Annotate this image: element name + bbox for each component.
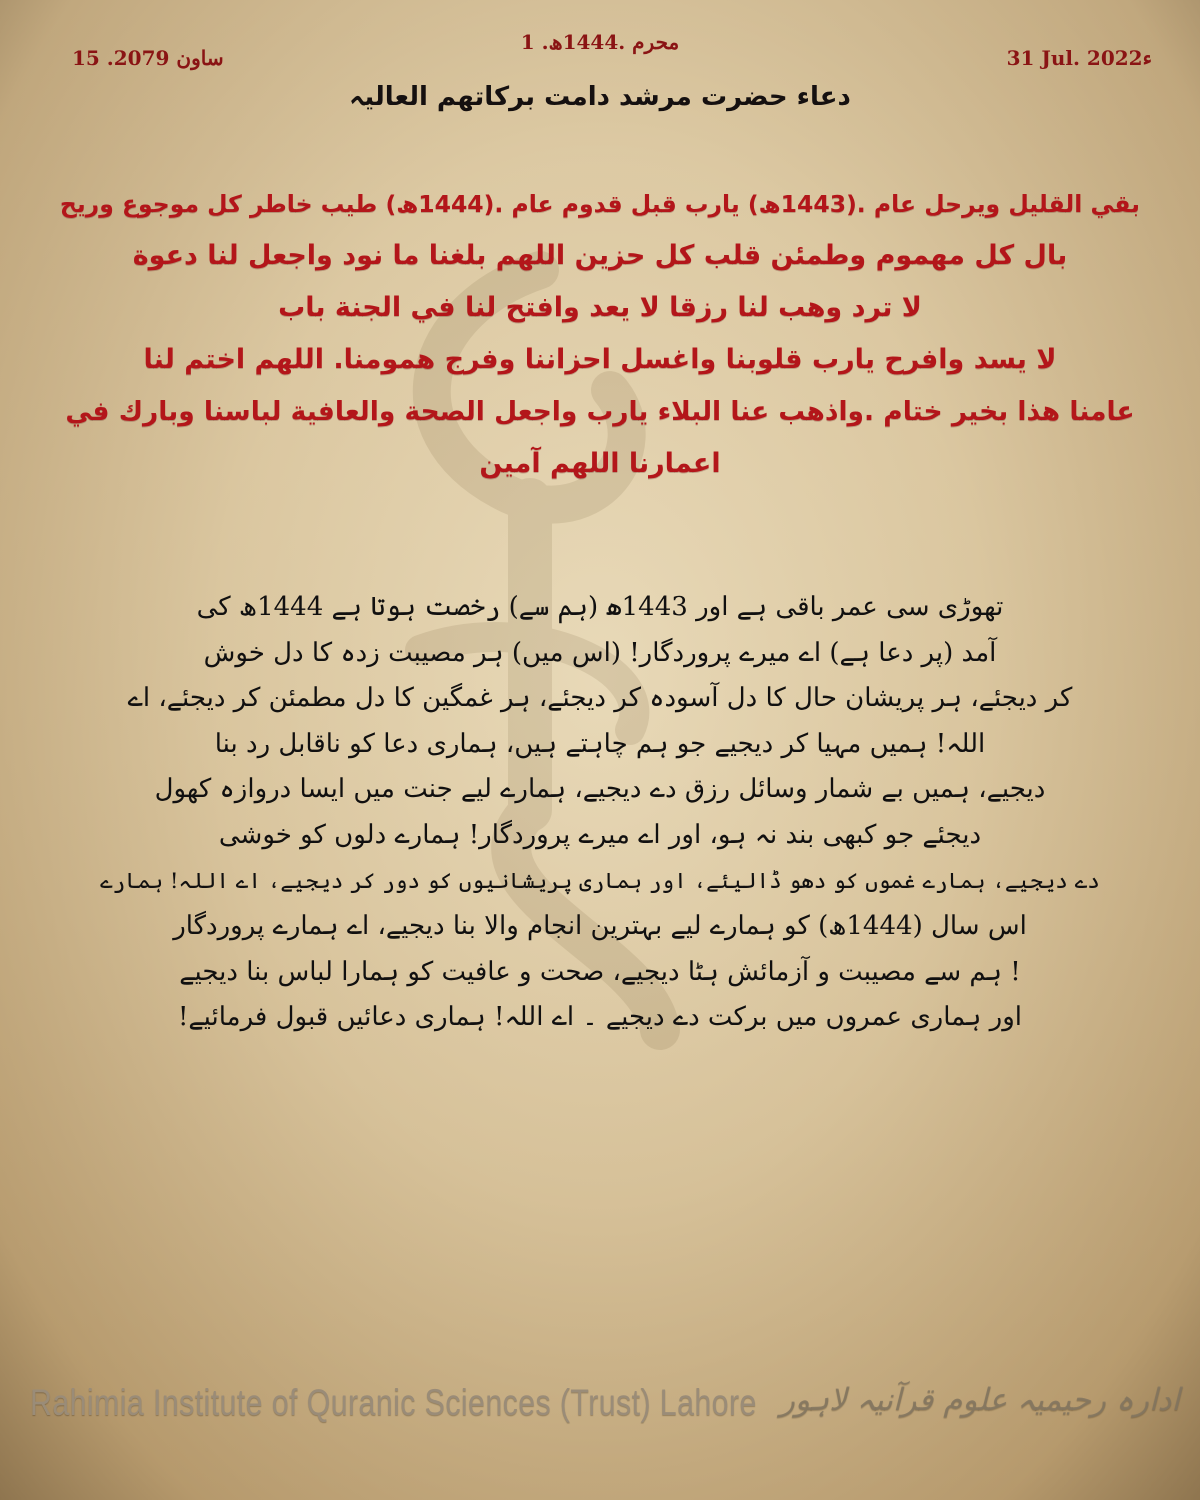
urdu-line: دیجیے، ہمیں بے شمار وسائل رزق دے دیجیے، ہمارے لیے جنت میں ایسا دروازہ کھول [154, 774, 1046, 805]
urdu-line: آمد (پر دعا ہے) اے میرے پروردگار! (اس میں) ہر مصیبت زدہ کا دل خوش [203, 637, 997, 668]
hijri-date: 1 .محرم .1444ھ [520, 30, 680, 54]
urdu-line: اور ہماری عمروں میں برکت دے دیجیے ۔ اے اللہ! ہماری دعائیں قبول فرمائیے! [177, 1002, 1023, 1033]
urdu-line: دیجئے جو کبھی بند نہ ہو، اور اے میرے پروردگار! ہمارے دلوں کو خوشی [218, 819, 982, 850]
bikrami-date: 15 .ساون 2079 [72, 46, 224, 70]
arabic-line: بقي القليل ويرحل عام .(1443ھ) يارب قبل قدوم عام .(1444ھ) طيب خاطر كل موجوع وريح [59, 190, 1140, 218]
page-title: دعاء حضرت مرشد دامت برکاتھم العالیہ [349, 82, 851, 112]
institute-name-english: Rahimia Institute of Quranic Sciences (Trust) Lahore [30, 1382, 757, 1423]
urdu-line: تھوڑی سی عمر باقی ہے اور 1443ھ (ہم سے) رخصت ہوتا ہے 1444ھ کی [196, 592, 1004, 622]
urdu-line: دے دیجیے، ہمارے غموں کو دھو ڈالیئے، اور ہماری پریشانیوں کو دور کر دیجیے، اے اللہ! ہمارے [100, 868, 1100, 894]
gregorian-date: 31 Jul. 2022ء [1006, 46, 1152, 70]
arabic-line: بال كل مهموم وطمئن قلب كل حزين اللهم بلغنا ما نود واجعل لنا دعوة [132, 240, 1068, 271]
urdu-line: ! ہم سے مصیبت و آزمائش ہٹا دیجیے، صحت و عافیت کو ہمارا لباس بنا دیجیے [179, 956, 1021, 987]
urdu-translation [100, 585, 1100, 1041]
urdu-line: اس سال (1444ھ) کو ہمارے لیے بہترین انجام والا بنا دیجیے، اے ہمارے پروردگار [173, 911, 1027, 942]
institute-name-urdu: ادارہ رحیمیہ علوم قرآنیہ لاہور [780, 1382, 1180, 1418]
institute-calligraphy-logo [780, 1372, 1180, 1452]
arabic-line: عامنا هذا بخير ختام .واذهب عنا البلاء يارب واجعل الصحة والعافية لباسنا وبارك في [65, 396, 1135, 427]
footer [0, 1370, 1200, 1460]
arabic-line: لا ترد وهب لنا رزقا لا يعد وافتح لنا في الجنة باب [278, 292, 922, 323]
urdu-line: اللہ! ہمیں مہیا کر دیجیے جو ہم چاہتے ہیں، ہماری دعا کو ناقابل رد بنا [214, 728, 986, 759]
urdu-line: کر دیجئے، ہر پریشان حال کا دل آسودہ کر دیجئے، ہر غمگین کا دل مطمئن کر دیجئے، اے [127, 683, 1073, 714]
arabic-line: لا يسد وافرح يارب قلوبنا واغسل احزاننا وفرج همومنا. اللهم اختم لنا [143, 344, 1057, 375]
arabic-line: اعمارنا اللهم آمين [479, 448, 721, 479]
arabic-dua [60, 178, 1140, 490]
